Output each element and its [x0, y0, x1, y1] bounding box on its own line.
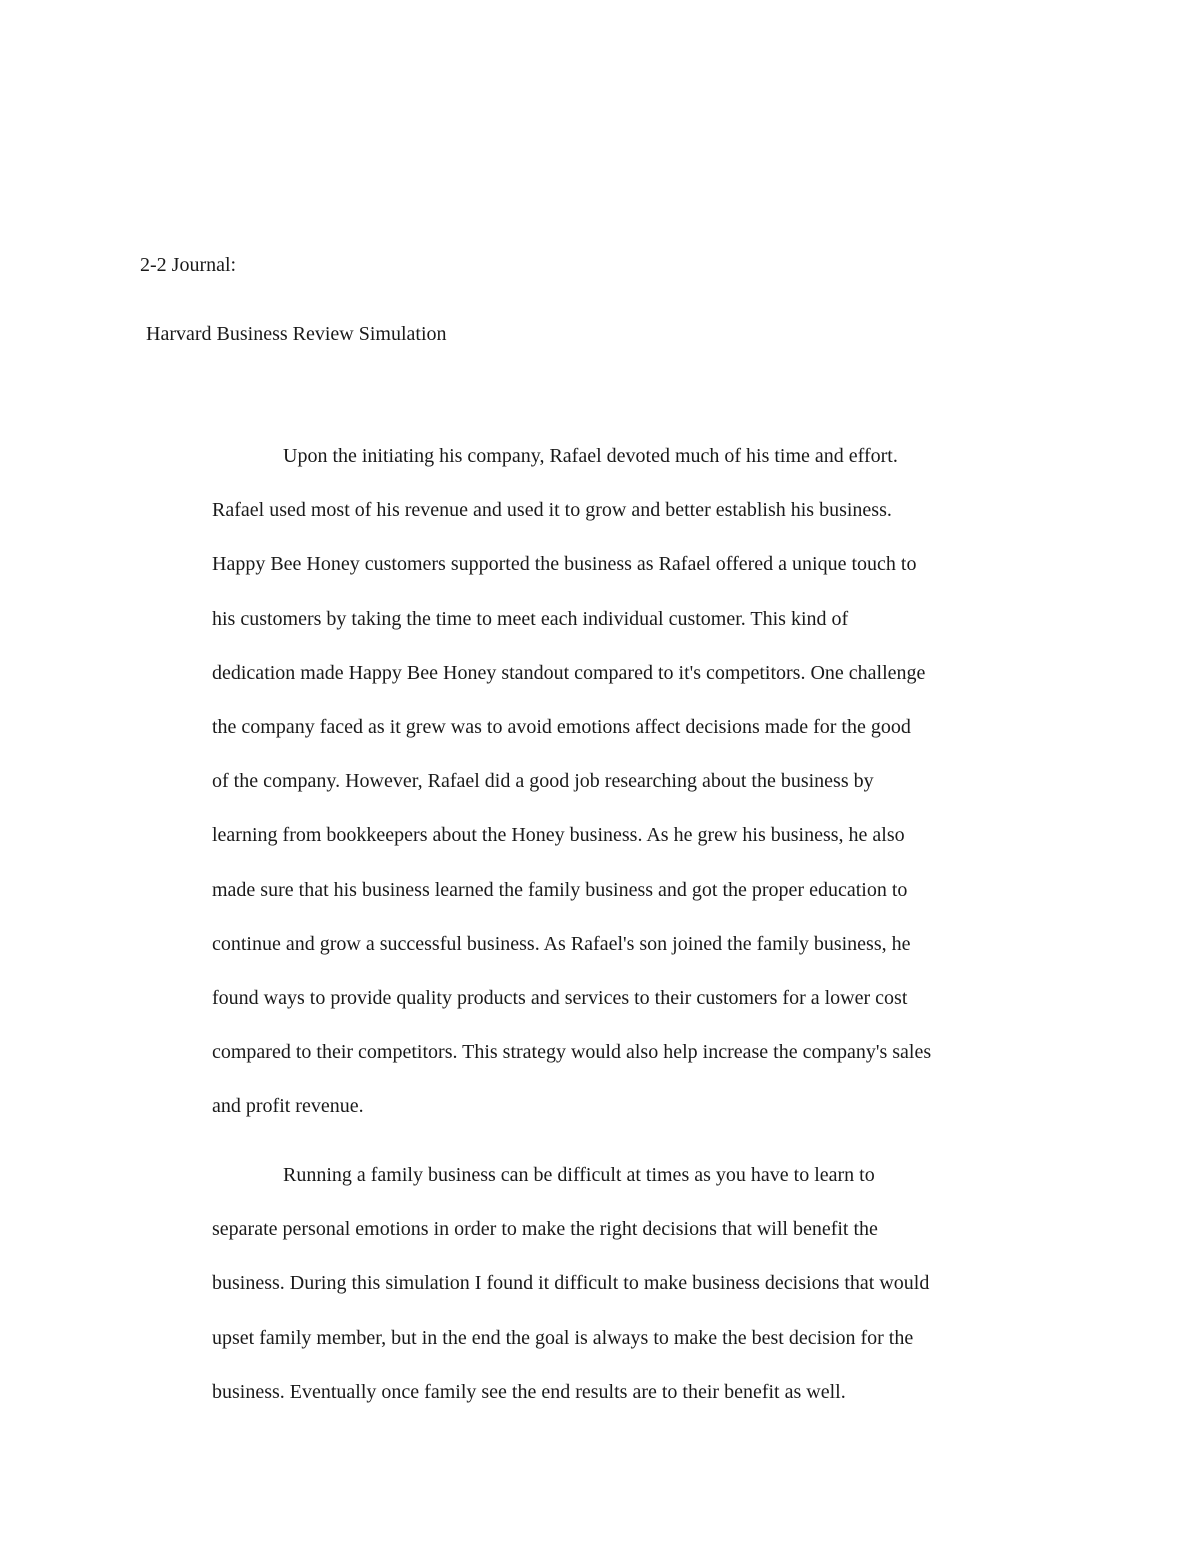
paragraph-line: of the company. However, Rafael did a good job researching about the business by — [212, 770, 874, 793]
paragraph-line: Happy Bee Honey customers supported the business as Rafael offered a unique touch to — [212, 553, 917, 576]
assignment-title: Harvard Business Review Simulation — [146, 323, 447, 345]
paragraph-line: and profit revenue. — [212, 1095, 364, 1118]
paragraph-line: compared to their competitors. This strategy would also help increase the company's sales — [212, 1041, 932, 1064]
body-paragraph-1 — [212, 429, 931, 1133]
paragraph-line: Rafael used most of his revenue and used it to grow and better establish his business. — [212, 499, 892, 522]
paragraph-line: business. During this simulation I found it difficult to make business decisions that would — [212, 1272, 930, 1295]
paragraph-line: learning from bookkeepers about the Honey business. As he grew his business, he also — [212, 824, 905, 847]
paragraph-line: made sure that his business learned the family business and got the proper education to — [212, 878, 908, 901]
paragraph-line: found ways to provide quality products and services to their customers for a lower cost — [212, 986, 908, 1009]
paragraph-line: continue and grow a successful business. As Rafael's son joined the family business, he — [212, 932, 911, 955]
paragraph-line: the company faced as it grew was to avoid emotions affect decisions made for the good — [212, 715, 911, 738]
journal-title: 2-2 Journal: — [140, 254, 237, 276]
paragraph-line: his customers by taking the time to meet each individual customer. This kind of — [212, 607, 849, 630]
paragraph-line: business. Eventually once family see the end results are to their benefit as well. — [212, 1380, 846, 1403]
body-paragraph-2 — [212, 1148, 929, 1419]
paragraph-line: Upon the initiating his company, Rafael devoted much of his time and effort. — [283, 445, 898, 467]
paragraph-line: dedication made Happy Bee Honey standout compared to it's competitors. One challenge — [212, 661, 926, 684]
paragraph-line: upset family member, but in the end the goal is always to make the best decision for the — [212, 1326, 914, 1349]
paragraph-line: separate personal emotions in order to make the right decisions that will benefit the — [212, 1218, 878, 1241]
paragraph-line: Running a family business can be difficult at times as you have to learn to — [283, 1164, 875, 1186]
